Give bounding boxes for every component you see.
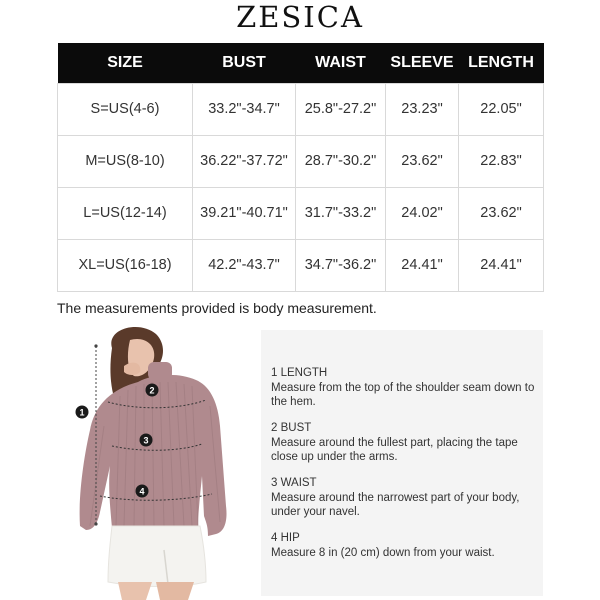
- size-chart-table: [57, 43, 544, 292]
- cell-size: L=US(12-14): [58, 187, 193, 239]
- marker-4: [136, 485, 149, 498]
- guide-item-waist: [271, 476, 536, 520]
- model-leg-right: [156, 582, 194, 600]
- table-row: [58, 187, 544, 239]
- cell-waist: 34.7"-36.2": [296, 239, 386, 291]
- cell-length: 22.83": [459, 135, 544, 187]
- guide-title: 2 BUST: [271, 422, 312, 434]
- header-size: SIZE: [58, 43, 193, 83]
- cell-size: S=US(4-6): [58, 83, 193, 135]
- cell-sleeve: 24.41": [386, 239, 459, 291]
- cell-bust: 39.21"-40.71": [193, 187, 296, 239]
- cell-bust: 42.2"-43.7": [193, 239, 296, 291]
- svg-text:4: 4: [139, 486, 145, 497]
- header-bust: BUST: [193, 43, 296, 83]
- model-leg-left: [118, 582, 152, 600]
- guide-item-length: [271, 366, 536, 410]
- svg-text:2: 2: [149, 385, 155, 396]
- guide-title: 4 HIP: [271, 532, 300, 544]
- guide-item-hip: [271, 531, 536, 560]
- marker-3: [140, 434, 153, 447]
- header-waist: WAIST: [296, 43, 386, 83]
- table-row: [58, 135, 544, 187]
- cell-length: 24.41": [459, 239, 544, 291]
- table-header-row: [58, 43, 544, 83]
- guide-item-bust: [271, 421, 536, 465]
- cell-waist: 28.7"-30.2": [296, 135, 386, 187]
- cell-waist: 25.8"-27.2": [296, 83, 386, 135]
- table-row: [58, 239, 544, 291]
- model-figure: [60, 326, 250, 600]
- measurement-guide-panel: [261, 330, 543, 596]
- cell-bust: 36.22"-37.72": [193, 135, 296, 187]
- guide-description: Measure 8 in (20 cm) down from your waist.: [271, 546, 495, 559]
- measurement-note: The measurements provided is body measurement.: [57, 300, 377, 316]
- guide-title: 3 WAIST: [271, 477, 317, 489]
- cell-length: 23.62": [459, 187, 544, 239]
- cell-waist: 31.7"-33.2": [296, 187, 386, 239]
- guide-title: 1 LENGTH: [271, 367, 328, 379]
- cell-sleeve: 23.62": [386, 135, 459, 187]
- skirt: [108, 526, 206, 587]
- header-length: LENGTH: [459, 43, 544, 83]
- cell-size: XL=US(16-18): [58, 239, 193, 291]
- cell-size: M=US(8-10): [58, 135, 193, 187]
- guide-description: Measure from the top of the shoulder seam down to the hem.: [271, 381, 535, 408]
- cell-sleeve: 24.02": [386, 187, 459, 239]
- cell-bust: 33.2"-34.7": [193, 83, 296, 135]
- model-hand: [124, 363, 140, 375]
- cell-length: 22.05": [459, 83, 544, 135]
- svg-text:3: 3: [143, 435, 149, 446]
- brand-logo: ZESICA: [236, 0, 364, 34]
- guide-description: Measure around the narrowest part of your body, under your navel.: [271, 491, 520, 518]
- header-sleeve: SLEEVE: [386, 43, 459, 83]
- svg-text:1: 1: [79, 407, 85, 418]
- marker-1: [76, 406, 89, 419]
- marker-2: [146, 384, 159, 397]
- cell-sleeve: 23.23": [386, 83, 459, 135]
- table-row: [58, 83, 544, 135]
- guide-description: Measure around the fullest part, placing the tape close up under the arms.: [271, 436, 518, 463]
